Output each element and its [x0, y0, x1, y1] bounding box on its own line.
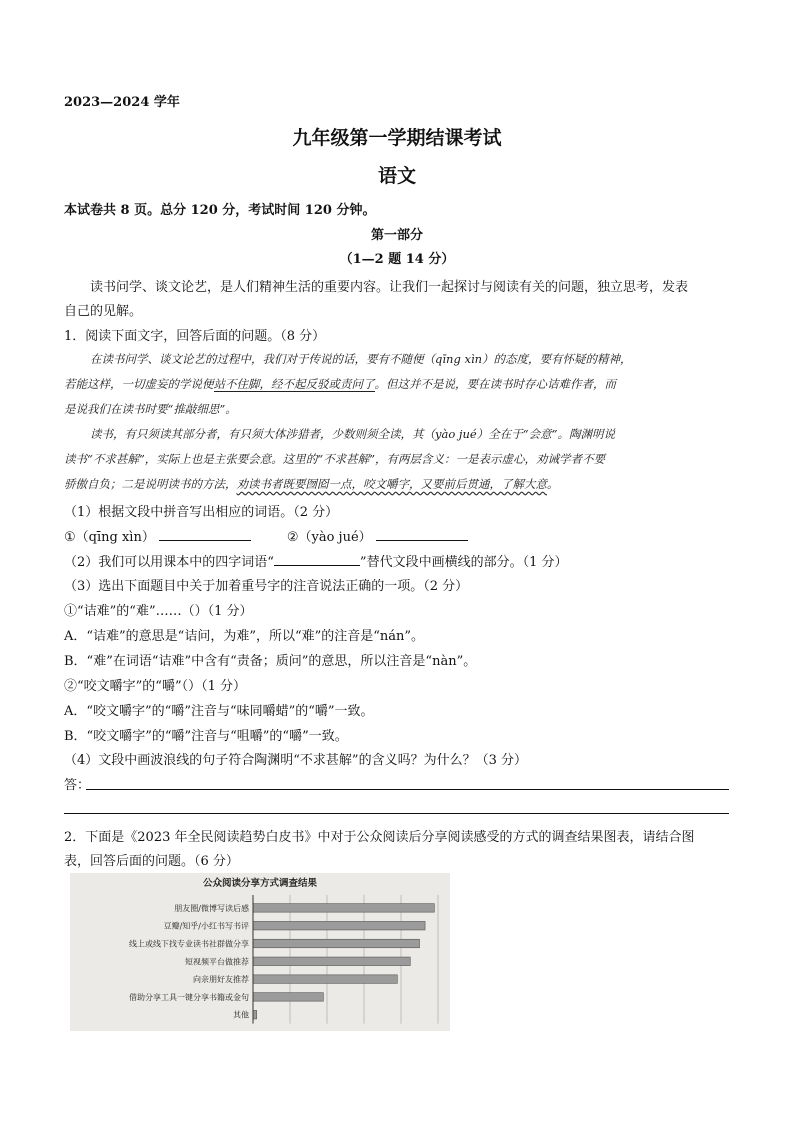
- chart-bar: [253, 921, 425, 930]
- sub2-text-a: （2）我们可以用课本中的四字词语“: [64, 555, 274, 570]
- intro-line-2: 自己的见解。: [64, 304, 143, 319]
- straight-underlined-phrase: 站不住脚，经不起反驳或责问了: [213, 377, 375, 391]
- school-year: 2023—2024 学年: [64, 95, 180, 110]
- chart-bar: [253, 993, 323, 1002]
- chart-bar: [253, 957, 410, 966]
- chart-bar: [253, 1010, 257, 1019]
- chart-bars: [253, 904, 434, 1019]
- passage-p2-line2: 读书“不求甚解”，实际上也是主张要会意。这里的“不求甚解”，有两层含义：一是表示虚心，劝诫学者不要: [64, 452, 606, 466]
- q1-sub1-blanks: [64, 526, 468, 545]
- answer-blank-qingxin[interactable]: [159, 527, 251, 541]
- exam-instructions: 本试卷共 8 页。总分 120 分，考试时间 120 分钟。: [64, 203, 376, 218]
- q1-sub3-q2-option-b: B．“咬文嚼字”的“嚼”注音与“咀嚼”的“嚼”一致。: [64, 729, 348, 744]
- chart-title: 公众阅读分享方式调查结果: [202, 878, 318, 889]
- chart-category-label: 线上或线下找专业读书社群做分享: [129, 939, 249, 949]
- sub2-text-b: ”替代文段中画横线的部分。（1 分）: [359, 555, 568, 570]
- passage-p2-line3: [64, 476, 559, 492]
- survey-bar-chart: [70, 873, 450, 1031]
- answer-line-2[interactable]: [64, 813, 729, 814]
- q1-sub3-question2: ②“咬文嚼字”的“嚼”（）（1 分）: [64, 679, 246, 694]
- chart-category-label: 豆瓣/知乎/小红书写书评: [163, 921, 249, 931]
- q1-sub4: （4）文段中画波浪线的句子符合陶渊明“不求甚解”的含义吗？为什么？（3 分）: [64, 753, 527, 768]
- answer-label: 答：: [64, 778, 91, 793]
- q2-stem-line1: 2．下面是《2023 年全民阅读趋势白皮书》中对于公众阅读后分享阅读感受的方式的调查结果图表，请结合图: [64, 830, 695, 845]
- answer-line-1[interactable]: [86, 789, 729, 790]
- passage-text: 若能这样，一切虚妄的学说便: [64, 377, 214, 391]
- chart-category-label: 短视频平台做推荐: [185, 957, 249, 967]
- subject-title: 语文: [377, 165, 416, 187]
- q1-sub3-q2-option-a: A．“咬文嚼字”的“嚼”注音与“味同嚼蜡”的“嚼”一致。: [64, 704, 374, 719]
- chart-bar: [253, 939, 420, 948]
- sub1-a-label: ①（qīng xìn）: [64, 530, 155, 545]
- q1-stem: 1．阅读下面文字，回答后面的问题。（8 分）: [64, 329, 326, 344]
- q1-sub3: （3）选出下面题目中关于加着重号字的注音说法正确的一项。（2 分）: [64, 579, 469, 594]
- q2-stem-line2: 表，回答后面的问题。（6 分）: [64, 854, 239, 869]
- intro-line-1: 读书问学、谈文论艺，是人们精神生活的重要内容。让我们一起探讨与阅读有关的问题，独立思考，发表: [90, 280, 689, 295]
- passage-text: 。: [547, 477, 559, 491]
- chart-canvas: [70, 873, 450, 1031]
- answer-blank-yaojue[interactable]: [376, 527, 468, 541]
- passage-text: 骄傲自负；二是说明读书的方法，: [64, 477, 237, 491]
- exam-title: 九年级第一学期结课考试: [292, 127, 502, 149]
- q1-sub3-question1: ①“诘难”的“难”……（）（1 分）: [64, 604, 253, 619]
- passage-text: 。但这并不是说，要在读书时存心诘难作者，而: [374, 377, 616, 391]
- part-range: （1—2 题 14 分）: [339, 252, 455, 267]
- answer-blank-idiom[interactable]: [274, 552, 360, 566]
- passage-p1-line2: [64, 376, 616, 392]
- chart-category-label: 向亲朋好友推荐: [193, 975, 249, 985]
- sub1-b-label: ②（yào jué）: [286, 530, 372, 545]
- chart-bar: [253, 904, 434, 913]
- q1-sub1: （1）根据文段中拼音写出相应的词语。（2 分）: [64, 505, 339, 520]
- passage-p2-line1: 读书，有只须读其部分者，有只须大体涉猎者，少数则须全读，其（yào jué）全在于“会意”。陶渊明说: [90, 427, 615, 441]
- passage-p1-line3: 是说我们在读书时要“推敲细思”。: [64, 402, 237, 416]
- chart-category-label: 其他: [233, 1010, 249, 1020]
- wavy-underlined-sentence: 劝读书者既要囫囵一点，咬文嚼字，又要前后贯通，了解大意: [236, 477, 547, 491]
- q1-sub3-q1-option-a: A．“诘难”的意思是“诘问，为难”，所以“难”的注音是“nán”。: [64, 629, 425, 644]
- passage-p1-line1: 在读书问学、谈文论艺的过程中，我们对于传说的话，要有不随便（qīng xìn）的态度，要有怀疑的精神，: [90, 352, 632, 366]
- q1-sub3-q1-option-b: B．“难”在词语“诘难”中含有“责备；质问”的意思，所以注音是“nàn”。: [64, 654, 477, 669]
- chart-category-label: 借助分享工具一键分享书籍或金句: [129, 992, 249, 1002]
- chart-category-label: 朋友圈/微博写读后感: [174, 903, 249, 913]
- q1-sub2: [64, 551, 567, 570]
- chart-category-labels: [129, 903, 249, 1020]
- part-title: 第一部分: [370, 228, 423, 243]
- chart-bar: [253, 975, 397, 984]
